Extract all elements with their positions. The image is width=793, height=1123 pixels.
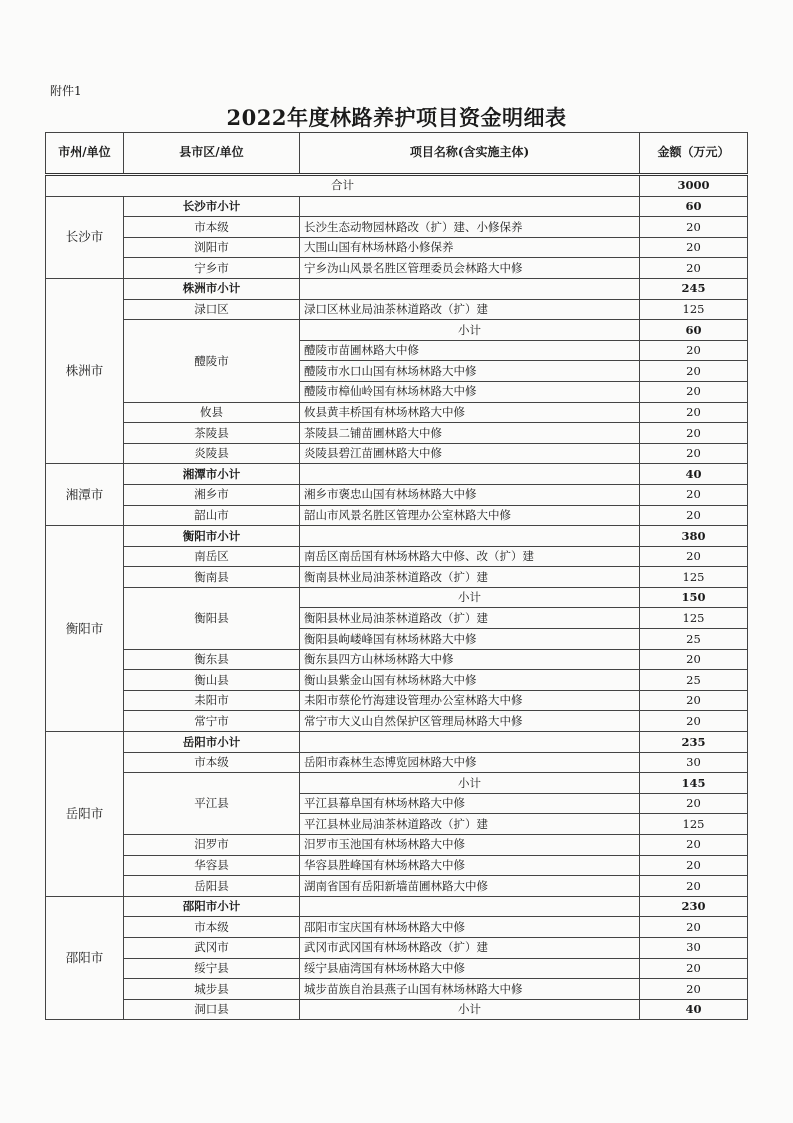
table-row [46,896,748,917]
subtotal-label: 岳阳市小计 [124,732,300,753]
county-cell: 市本级 [124,217,300,238]
county-cell: 茶陵县 [124,423,300,444]
header-amount: 金额（万元） [640,133,748,175]
project-cell: 华容县胜峰国有林场林路大中修 [300,855,640,876]
amount-cell: 20 [640,546,748,567]
city-cell: 衡阳市 [46,526,124,732]
amount-cell: 20 [640,361,748,382]
table-row [46,567,748,588]
county-subtotal-label: 小计 [300,999,640,1020]
project-cell: 武冈市武冈国有林场林路改（扩）建 [300,937,640,958]
amount-cell: 20 [640,423,748,444]
project-cell: 攸县黄丰桥国有林场林路大中修 [300,402,640,423]
county-cell: 韶山市 [124,505,300,526]
project-cell: 岳阳市森林生态博览园林路大中修 [300,752,640,773]
table-row [46,958,748,979]
amount-cell: 20 [640,958,748,979]
project-cell [300,196,640,217]
county-cell: 南岳区 [124,546,300,567]
subtotal-amount: 235 [640,732,748,753]
amount-cell: 20 [640,649,748,670]
table-row [46,237,748,258]
table-row [46,917,748,938]
table-row [46,937,748,958]
table-row [46,670,748,691]
project-cell: 宁乡沩山风景名胜区管理委员会林路大中修 [300,258,640,279]
city-cell: 岳阳市 [46,732,124,897]
project-cell: 茶陵县二铺苗圃林路大中修 [300,423,640,444]
header-project: 项目名称(含实施主体) [300,133,640,175]
county-cell: 宁乡市 [124,258,300,279]
table-row [46,752,748,773]
project-cell [300,732,640,753]
amount-cell: 20 [640,505,748,526]
subtotal-label: 湘潭市小计 [124,464,300,485]
table-row [46,546,748,567]
county-cell: 攸县 [124,402,300,423]
table-row [46,258,748,279]
county-subtotal-amount: 150 [640,587,748,608]
county-cell: 平江县 [124,773,300,835]
county-subtotal-amount: 60 [640,320,748,341]
city-cell: 株洲市 [46,278,124,463]
city-cell: 湘潭市 [46,464,124,526]
subtotal-amount: 380 [640,526,748,547]
county-cell: 市本级 [124,917,300,938]
amount-cell: 125 [640,814,748,835]
amount-cell: 30 [640,752,748,773]
project-cell: 绥宁县庙湾国有林场林路大中修 [300,958,640,979]
project-cell: 醴陵市苗圃林路大中修 [300,340,640,361]
project-cell: 醴陵市樟仙岭国有林场林路大中修 [300,381,640,402]
table-row [46,505,748,526]
amount-cell: 20 [640,835,748,856]
city-cell: 邵阳市 [46,896,124,1020]
county-cell: 渌口区 [124,299,300,320]
amount-cell: 20 [640,340,748,361]
project-cell [300,896,640,917]
amount-cell: 20 [640,237,748,258]
table-row [46,649,748,670]
amount-cell: 25 [640,670,748,691]
table-row [46,979,748,1000]
county-subtotal-amount: 145 [640,773,748,794]
table-row [46,423,748,444]
project-cell: 醴陵市水口山国有林场林路大中修 [300,361,640,382]
subtotal-amount: 230 [640,896,748,917]
table-row [46,835,748,856]
project-cell [300,464,640,485]
project-cell: 衡东县四方山林场林路大中修 [300,649,640,670]
amount-cell: 20 [640,917,748,938]
county-cell: 常宁市 [124,711,300,732]
county-cell: 耒阳市 [124,690,300,711]
project-cell: 平江县幕阜国有林场林路大中修 [300,793,640,814]
amount-cell: 20 [640,402,748,423]
county-cell: 洞口县 [124,999,300,1020]
amount-cell: 125 [640,608,748,629]
county-subtotal-label: 小计 [300,320,640,341]
table-row [46,484,748,505]
county-cell: 汨罗市 [124,835,300,856]
table-row [46,876,748,897]
county-cell: 衡阳县 [124,587,300,649]
table-row [46,443,748,464]
table-row [46,196,748,217]
total-amount: 3000 [640,175,748,197]
project-cell: 渌口区林业局油茶林道路改（扩）建 [300,299,640,320]
project-cell: 耒阳市蔡伦竹海建设管理办公室林路大中修 [300,690,640,711]
amount-cell: 20 [640,217,748,238]
subtotal-label: 株洲市小计 [124,278,300,299]
county-cell: 岳阳县 [124,876,300,897]
county-cell: 衡东县 [124,649,300,670]
table-row [46,999,748,1020]
table-row [46,402,748,423]
county-cell: 武冈市 [124,937,300,958]
county-cell: 绥宁县 [124,958,300,979]
county-cell: 华容县 [124,855,300,876]
subtotal-amount: 40 [640,464,748,485]
county-cell: 浏阳市 [124,237,300,258]
project-cell: 大围山国有林场林路小修保养 [300,237,640,258]
header-city: 市州/单位 [46,133,124,175]
project-cell [300,526,640,547]
project-cell: 常宁市大义山自然保护区管理局林路大中修 [300,711,640,732]
page-title: 2022年度林路养护项目资金明细表 [226,105,567,130]
county-cell: 醴陵市 [124,320,300,402]
county-subtotal-amount: 40 [640,999,748,1020]
county-subtotal-label: 小计 [300,773,640,794]
table-row [46,464,748,485]
amount-cell: 30 [640,937,748,958]
subtotal-amount: 60 [640,196,748,217]
project-cell: 平江县林业局油茶林道路改（扩）建 [300,814,640,835]
table-row [46,299,748,320]
subtotal-label: 衡阳市小计 [124,526,300,547]
amount-cell: 20 [640,793,748,814]
table-row [46,773,748,794]
table-row [46,217,748,238]
project-cell: 邵阳市宝庆国有林场林路大中修 [300,917,640,938]
table-row [46,278,748,299]
amount-cell: 125 [640,299,748,320]
table-row [46,320,748,341]
total-row [46,175,748,197]
header-county: 县市区/单位 [124,133,300,175]
project-cell: 汨罗市玉池国有林场林路大中修 [300,835,640,856]
project-cell: 韶山市风景名胜区管理办公室林路大中修 [300,505,640,526]
county-cell: 城步县 [124,979,300,1000]
subtotal-label: 长沙市小计 [124,196,300,217]
amount-cell: 20 [640,484,748,505]
project-cell: 长沙生态动物园林路改（扩）建、小修保养 [300,217,640,238]
amount-cell: 20 [640,690,748,711]
project-cell: 湖南省国有岳阳新墙苗圃林路大中修 [300,876,640,897]
amount-cell: 125 [640,567,748,588]
amount-cell: 20 [640,711,748,732]
project-cell: 湘乡市褒忠山国有林场林路大中修 [300,484,640,505]
total-label: 合计 [46,175,640,197]
amount-cell: 25 [640,629,748,650]
county-cell: 衡南县 [124,567,300,588]
amount-cell: 20 [640,979,748,1000]
subtotal-label: 邵阳市小计 [124,896,300,917]
project-cell: 城步苗族自治县燕子山国有林场林路大中修 [300,979,640,1000]
county-cell: 市本级 [124,752,300,773]
table-header-row [46,133,748,175]
project-cell: 衡南县林业局油茶林道路改（扩）建 [300,567,640,588]
amount-cell: 20 [640,258,748,279]
project-cell: 炎陵县碧江苗圃林路大中修 [300,443,640,464]
county-cell: 衡山县 [124,670,300,691]
table-row [46,711,748,732]
project-cell: 衡山县紫金山国有林场林路大中修 [300,670,640,691]
table-row [46,526,748,547]
county-cell: 湘乡市 [124,484,300,505]
county-cell: 炎陵县 [124,443,300,464]
table-row [46,587,748,608]
project-cell [300,278,640,299]
project-cell: 南岳区南岳国有林场林路大中修、改（扩）建 [300,546,640,567]
table-row [46,732,748,753]
project-cell: 衡阳县岣嵝峰国有林场林路大中修 [300,629,640,650]
project-cell: 衡阳县林业局油茶林道路改（扩）建 [300,608,640,629]
amount-cell: 20 [640,876,748,897]
funding-table [45,132,748,1020]
city-cell: 长沙市 [46,196,124,278]
amount-cell: 20 [640,443,748,464]
subtotal-amount: 245 [640,278,748,299]
table-row [46,690,748,711]
attachment-label: 附件1 [50,84,82,98]
county-subtotal-label: 小计 [300,587,640,608]
amount-cell: 20 [640,381,748,402]
amount-cell: 20 [640,855,748,876]
table-row [46,855,748,876]
